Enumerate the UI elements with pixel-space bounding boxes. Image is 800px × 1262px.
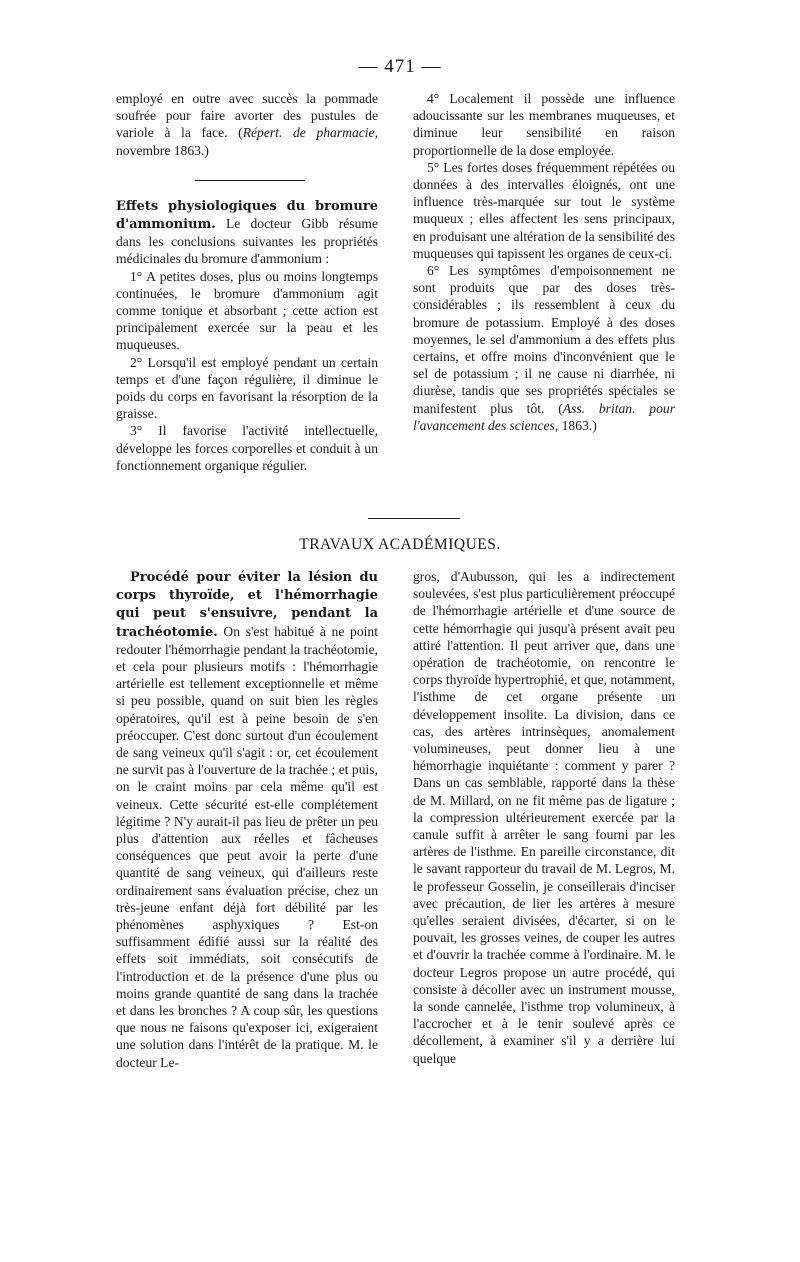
divider-short: [195, 180, 305, 181]
list-item-2: 2° Lorsqu'il est employé pendant un certain temps et d'une façon régulière, il diminue le poids du corps en favorisant la résorption de la graisse.: [116, 354, 378, 422]
paragraph-bromure-intro: Effets physiologiques du bromure d'ammonium. Le docteur Gibb résume dans les conclusions suivantes les propriétés médicinales du bromure d'ammonium :: [116, 198, 378, 267]
divider-section: [368, 518, 460, 519]
list-item-6: 6° Les symptômes d'empoisonnement ne sont produits que par des doses très-considérables ; ils ressemblent à ceux du bromure de potassium. Employé à des doses moyennes, le sel d'ammonium a des effets plus certains, et offre moins d'inconvénient que le sel de potassium ; il ne cause ni diarrhée, ni diurèse, tandis que ses propriétés spéciales se manifestent plus tôt. (Ass. britan. pour l'avancement des sciences, 1863.): [413, 263, 675, 433]
page-number: — 471 —: [358, 56, 442, 77]
list-item-1: 1° A petites doses, plus ou moins longtemps continuées, le bromure d'ammonium agit comme tonique et absorbant ; cette action est principalement exercée sur la peau et les muqueuses.: [116, 268, 378, 353]
article-title-procede: Procédé pour éviter la lésion du corps thyroïde, et l'hémorrhagie qui peut s'ensuivre, pendant la trachéotomie.: [116, 570, 378, 640]
list-item-4: 4° Localement il possède une influence adoucissante sur les membranes muqueuses, et diminue leur sensibilité en raison proportionnelle de la dose employée.: [413, 91, 675, 158]
paragraph-procede: Procédé pour éviter la lésion du corps thyroïde, et l'hémorrhagie qui peut s'ensuivre, pendant la trachéotomie. On s'est habitué à ne point redouter l'hémorrhagie pendant la trachéotomie, et cela pour plusieurs motifs : l'hémorrhagie artérielle est tellement exceptionnelle et même si peu possible, quand on suit bien les règles opératoires, qu'il est à peine besoin de s'en préoccuper. C'est donc surtout d'un écoulement de sang veineux qu'il s'agit : or, cet écoulement ne survit pas à l'ouverture de la trachée ; et puis, on le craint moins par cela même qu'il est veineux. Cette sécurité est-elle complétement légitime ? N'y aurait-il pas lieu de prêter un peu plus d'attention aux réelles et fâcheuses conséquences que peut avoir la perte d'une quantité de sang veineux, qui d'ailleurs reste ordinairement sans évaluation précise, chez un très-jeune enfant déjà fort débilité par les phénomènes asphyxiques ? Est-on suffisamment édifié aussi sur la réalité des effets soit immédiats, soit consécutifs de l'introduction et de la présence d'une plus ou moins grande quantité de sang dans la trachée et dans les bronches ? A coup sûr, les questions que nous ne faisons qu'exposer ici, exigeraient une solution dans l'intérêt de la pratique. M. le docteur Le-: [116, 570, 378, 1070]
section-title-bromure: Effets physiologiques du bromure d'ammonium.: [116, 198, 378, 233]
right-column-top: [413, 90, 675, 434]
right-column-bottom: [413, 568, 675, 1067]
list-item-3: 3° Il favorise l'activité intellectuelle, développe les forces corporelles et conduit à un fonctionnement organique régulier.: [116, 423, 378, 473]
paragraph-legros: gros, d'Aubusson, qui les a indirectement soulevées, s'est plus particulièrement préoccupé de l'hémorrhagie artérielle et d'une source de cette hémorrhagie qui jusqu'à présent avait peu attiré l'attention. Il peut arriver que, dans une opération de trachéotomie, on rencontre le corps thyroïde hypertrophié, et que, notamment, l'isthme de cet organe présente un développement insolite. La division, dans ce cas, des artères intrinsèques, anomalement volumineuses, peut donner lieu à une hémorrhagie inquiétante : comment y parer ? Dans un cas semblable, rapporté dans la thèse de M. Millard, on ne fit même pas de ligature ; la compression ultérieurement exercée par la canule suffit à arrêter le sang fourni par les artères de l'isthme. En pareille circonstance, dit le savant rapporteur du travail de M. Legros, M. le professeur Gosselin, je conseillerais d'inciser avec précaution, de lier les artères à mesure qu'elles seraient divisées, d'écarter, si on le pouvait, les grosses veines, de couper les autres et d'ouvrir la trachée comme à l'ordinaire. M. le docteur Legros propose un autre procédé, qui consiste à décoller avec un instrument mousse, la sonde cannelée, l'isthme trop volumineux, à l'accrocher et à le tenir soulevé après ce décollement, à examiner s'il y a derrière lui quelque: [413, 569, 675, 1066]
section-heading: TRAVAUX ACADÉMIQUES.: [299, 536, 501, 553]
left-column-bottom: [116, 568, 378, 1071]
list-item-5: 5° Les fortes doses fréquemment répétées ou données à des intervalles éloignés, ont une influence très-marquée sur tout le système muqueux ; elles affectent les sens principaux, en produisant une altération de la sensibilité des muqueuses qui tapissent les organes de ceux-ci.: [413, 159, 675, 261]
left-column-top: [116, 90, 378, 474]
paragraph-pommade: employé en outre avec succès la pommade soufrée pour faire avorter des pustules de variole à la face. (Répert. de pharmacie, novembre 1863.): [116, 91, 378, 158]
